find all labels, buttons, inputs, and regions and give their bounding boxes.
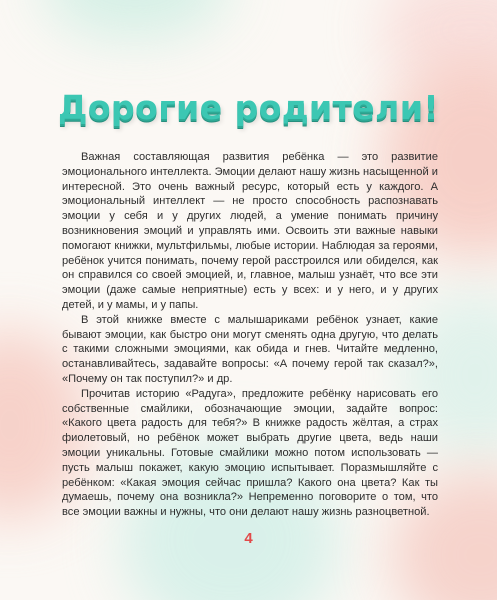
page-title: Дорогие родители! <box>57 88 439 127</box>
page-number: 4 <box>244 530 253 547</box>
paragraph: В этой книжке вместе с малышариками ребёнок узнает, какие бывают эмоции, как быстро они могут сменять одна другую, что делать с такими сложными эмоциями, как обида и гнев. Читайте медленно, останавливайтесь, задавайте вопросы: «А почему герой так сказал?», «Почему он так поступил?» и др. <box>62 313 438 385</box>
decorative-blob <box>40 0 230 40</box>
paragraph: Прочитав историю «Радуга», предложите ребёнку нарисовать его собственные смайлики, обозначающие эмоции, задайте вопрос: «Какого цвета радость для тебя?» В книжке радость жёлтая, а страх фиолетовый, но ребёнок может выбрать другие цвета, ведь наши эмоции уникальны. Готовые смайлики можно потом использовать — пусть малыш покажет, какую эмоцию испытывает. Поразмышляйте с ребёнком: «Какая эмоция сейчас пришла? Какого она цвета? Как ты думаешь, почему она возникла?» Непременно поговорите о том, что все эмоции важны и нужны, что они делают нашу жизнь разноцветной. <box>62 387 438 519</box>
paragraph: Важная составляющая развития ребёнка — это развитие эмоционального интеллекта. Эмоции делают нашу жизнь насыщенной и интересной. Это очень важный ресурс, который есть у каждого. А эмоциональный интеллект — не просто способность распознавать эмоции у себя и у других людей, а умение понимать причину возникновения эмоций и управлять ими. Освоить эти важные навыки помогают книжки, мультфильмы, любые истории. Наблюдая за героями, ребёнок учится понимать, почему герой расстроился или обиделся, как он справился со своей эмоцией, и, главное, малыш узнаёт, что все эти эмоции (даже самые неприятные) есть у всех: и у него, и у других детей, и у мамы, и у папы. <box>62 151 438 311</box>
body-text <box>62 150 438 520</box>
